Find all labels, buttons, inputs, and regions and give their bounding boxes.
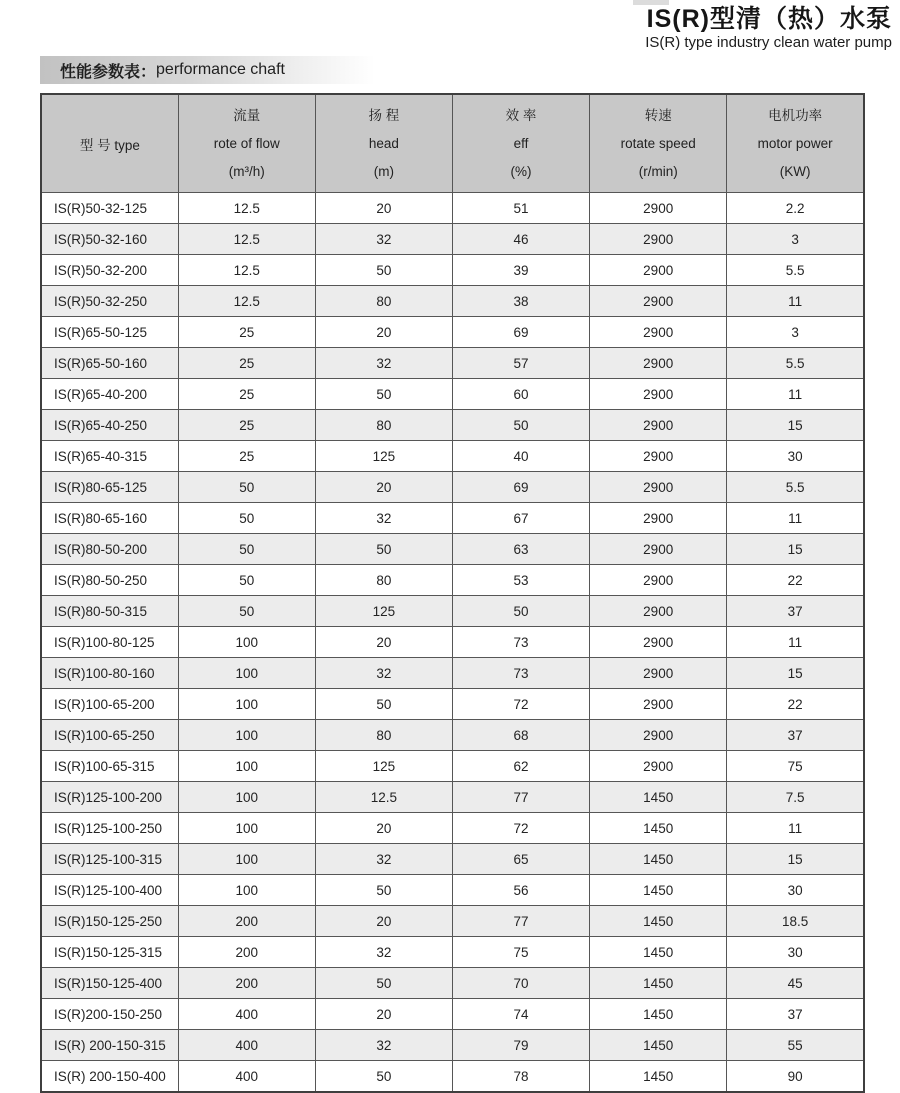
table-body (41, 193, 864, 1093)
table-cell: IS(R)80-50-200 (41, 534, 178, 565)
header-type-label: 型 号 type (79, 137, 140, 153)
table-cell: 2900 (590, 441, 727, 472)
table-cell: 18.5 (727, 906, 864, 937)
table-cell: IS(R)80-65-160 (41, 503, 178, 534)
table-cell: 70 (452, 968, 589, 999)
table-cell: 50 (178, 503, 315, 534)
table-cell: 46 (452, 224, 589, 255)
table-cell: 2900 (590, 255, 727, 286)
table-row (41, 410, 864, 441)
table-cell: 20 (315, 999, 452, 1030)
table-cell: 32 (315, 937, 452, 968)
table-cell: 2900 (590, 720, 727, 751)
table-cell: 55 (727, 1030, 864, 1061)
table-cell: 400 (178, 1061, 315, 1093)
table-cell: 1450 (590, 875, 727, 906)
table-cell: 12.5 (178, 224, 315, 255)
table-row (41, 441, 864, 472)
table-cell: 20 (315, 193, 452, 224)
table-cell: 400 (178, 1030, 315, 1061)
page-title-english: IS(R) type industry clean water pump (645, 34, 892, 51)
header-flow-en: rote of flow (213, 135, 280, 151)
table-row (41, 286, 864, 317)
table-cell: 100 (178, 689, 315, 720)
table-cell: 32 (315, 844, 452, 875)
table-cell: IS(R)150-125-250 (41, 906, 178, 937)
table-cell: 77 (452, 906, 589, 937)
table-cell: 2900 (590, 627, 727, 658)
section-title-english: performance chaft (156, 61, 285, 78)
table-cell: 67 (452, 503, 589, 534)
table-cell: 50 (178, 596, 315, 627)
table-row (41, 844, 864, 875)
table-cell: IS(R)65-40-315 (41, 441, 178, 472)
header-cell-head (315, 94, 452, 193)
table-cell: 75 (727, 751, 864, 782)
table-row (41, 937, 864, 968)
table-cell: 32 (315, 348, 452, 379)
header-eff-cn: 效 率 (505, 107, 537, 123)
header-flow-unit: (m³/h) (228, 163, 265, 179)
table-cell: 2900 (590, 472, 727, 503)
table-cell: 80 (315, 286, 452, 317)
table-cell: 20 (315, 627, 452, 658)
header-cell-power (727, 94, 864, 193)
table-cell: 11 (727, 286, 864, 317)
table-cell: 15 (727, 658, 864, 689)
table-cell: 200 (178, 937, 315, 968)
header-power-unit: (KW) (779, 163, 811, 179)
table-cell: 12.5 (178, 255, 315, 286)
header-flow-cn: 流量 (233, 107, 261, 123)
table-row (41, 720, 864, 751)
table-cell: 53 (452, 565, 589, 596)
header-eff-en: eff (513, 135, 529, 151)
table-cell: 200 (178, 968, 315, 999)
table-cell: 60 (452, 379, 589, 410)
table-cell: 62 (452, 751, 589, 782)
table-row (41, 348, 864, 379)
table-cell: 32 (315, 658, 452, 689)
table-cell: 38 (452, 286, 589, 317)
table-cell: 75 (452, 937, 589, 968)
table-row (41, 472, 864, 503)
table-cell: 15 (727, 534, 864, 565)
table-cell: 74 (452, 999, 589, 1030)
table-cell: 2900 (590, 596, 727, 627)
table-header (41, 94, 864, 193)
table-cell: 50 (178, 534, 315, 565)
table-cell: 20 (315, 906, 452, 937)
table-cell: 2900 (590, 224, 727, 255)
table-row (41, 658, 864, 689)
table-cell: 5.5 (727, 472, 864, 503)
header-speed-cn: 转速 (644, 107, 672, 123)
table-cell: 69 (452, 317, 589, 348)
table-cell: 2900 (590, 534, 727, 565)
table-cell: 100 (178, 813, 315, 844)
table-cell: 1450 (590, 968, 727, 999)
table-cell: 2900 (590, 565, 727, 596)
table-cell: 37 (727, 720, 864, 751)
table-cell: 2900 (590, 751, 727, 782)
table-row (41, 751, 864, 782)
table-cell: IS(R)200-150-250 (41, 999, 178, 1030)
table-cell: 7.5 (727, 782, 864, 813)
table-cell: IS(R)65-50-160 (41, 348, 178, 379)
page-header (645, 4, 892, 52)
table-cell: 100 (178, 720, 315, 751)
table-cell: IS(R)65-50-125 (41, 317, 178, 348)
table-row (41, 255, 864, 286)
section-title-bar (40, 56, 375, 84)
table-cell: 30 (727, 937, 864, 968)
table-header-row (41, 94, 864, 193)
table-cell: 2900 (590, 689, 727, 720)
section-title-chinese: 性能参数表： (60, 63, 157, 81)
table-cell: 100 (178, 875, 315, 906)
table-cell: 11 (727, 627, 864, 658)
table-row (41, 224, 864, 255)
table-cell: IS(R)100-65-250 (41, 720, 178, 751)
header-speed-en: rotate speed (620, 135, 696, 151)
table-cell: 32 (315, 503, 452, 534)
table-cell: 50 (178, 472, 315, 503)
table-cell: 22 (727, 565, 864, 596)
table-cell: 2900 (590, 286, 727, 317)
header-cell-speed (590, 94, 727, 193)
table-cell: 1450 (590, 1030, 727, 1061)
performance-parameters-table (40, 93, 865, 1093)
table-row (41, 782, 864, 813)
table-cell: 79 (452, 1030, 589, 1061)
table-cell: 125 (315, 751, 452, 782)
table-row (41, 968, 864, 999)
table-cell: IS(R) 200-150-400 (41, 1061, 178, 1093)
table-cell: IS(R)150-125-315 (41, 937, 178, 968)
table-cell: 20 (315, 317, 452, 348)
table-cell: 1450 (590, 813, 727, 844)
table-cell: 50 (315, 379, 452, 410)
header-head-cn: 扬 程 (368, 107, 400, 123)
table-cell: 2900 (590, 503, 727, 534)
table-cell: 73 (452, 658, 589, 689)
table-row (41, 317, 864, 348)
table-cell: 1450 (590, 999, 727, 1030)
table-cell: 12.5 (178, 193, 315, 224)
table-cell: 2900 (590, 379, 727, 410)
table-cell: 2900 (590, 348, 727, 379)
table-row (41, 906, 864, 937)
table-cell: 5.5 (727, 255, 864, 286)
table-cell: 50 (452, 596, 589, 627)
table-cell: 72 (452, 813, 589, 844)
table-cell: 125 (315, 596, 452, 627)
table-cell: IS(R)50-32-125 (41, 193, 178, 224)
header-head-en: head (368, 135, 399, 151)
table-cell: IS(R)150-125-400 (41, 968, 178, 999)
table-row (41, 1030, 864, 1061)
table-cell: 37 (727, 596, 864, 627)
table-cell: IS(R)50-32-200 (41, 255, 178, 286)
table-cell: 2900 (590, 317, 727, 348)
table-cell: 1450 (590, 782, 727, 813)
table-row (41, 999, 864, 1030)
table-cell: 25 (178, 379, 315, 410)
table-cell: 1450 (590, 1061, 727, 1093)
table-cell: 72 (452, 689, 589, 720)
table-row (41, 565, 864, 596)
table-cell: 1450 (590, 906, 727, 937)
table-cell: 3 (727, 317, 864, 348)
table-row (41, 379, 864, 410)
table-cell: IS(R)125-100-400 (41, 875, 178, 906)
table-row (41, 627, 864, 658)
table-row (41, 875, 864, 906)
table-cell: IS(R)125-100-315 (41, 844, 178, 875)
table-cell: 15 (727, 410, 864, 441)
table-cell: 100 (178, 844, 315, 875)
table-cell: 68 (452, 720, 589, 751)
table-cell: 37 (727, 999, 864, 1030)
table-cell: 125 (315, 441, 452, 472)
table-cell: 30 (727, 875, 864, 906)
table-cell: 11 (727, 379, 864, 410)
table-cell: IS(R)100-65-200 (41, 689, 178, 720)
table-cell: IS(R)65-40-200 (41, 379, 178, 410)
table-cell: 51 (452, 193, 589, 224)
table-cell: IS(R) 200-150-315 (41, 1030, 178, 1061)
table-cell: 50 (315, 255, 452, 286)
table-cell: 2.2 (727, 193, 864, 224)
table-cell: 11 (727, 503, 864, 534)
header-speed-unit: (r/min) (638, 163, 678, 179)
table-cell: 63 (452, 534, 589, 565)
header-eff-unit: (%) (510, 163, 532, 179)
table-cell: 2900 (590, 193, 727, 224)
table-cell: 30 (727, 441, 864, 472)
table-cell: IS(R)80-65-125 (41, 472, 178, 503)
table-cell: IS(R)100-80-125 (41, 627, 178, 658)
table-row (41, 193, 864, 224)
table-row (41, 813, 864, 844)
table-cell: 73 (452, 627, 589, 658)
header-power-en: motor power (757, 135, 833, 151)
table-cell: 25 (178, 441, 315, 472)
table-cell: 25 (178, 317, 315, 348)
table-cell: 22 (727, 689, 864, 720)
page-title-chinese: IS(R)型清（热）水泵 (646, 5, 892, 33)
table-cell: 400 (178, 999, 315, 1030)
table-cell: 78 (452, 1061, 589, 1093)
table-cell: 40 (452, 441, 589, 472)
table-cell: 80 (315, 410, 452, 441)
table-cell: 2900 (590, 410, 727, 441)
table-cell: 5.5 (727, 348, 864, 379)
table-row (41, 1061, 864, 1093)
table-cell: 1450 (590, 937, 727, 968)
table-cell: 45 (727, 968, 864, 999)
table-cell: 32 (315, 1030, 452, 1061)
table-cell: 56 (452, 875, 589, 906)
table-cell: 100 (178, 658, 315, 689)
table-cell: IS(R)100-65-315 (41, 751, 178, 782)
table-cell: 2900 (590, 658, 727, 689)
table-cell: 32 (315, 224, 452, 255)
table-cell: 3 (727, 224, 864, 255)
table-cell: 20 (315, 472, 452, 503)
table-cell: 200 (178, 906, 315, 937)
table-cell: 100 (178, 627, 315, 658)
table-row (41, 534, 864, 565)
table-cell: 25 (178, 410, 315, 441)
table-cell: 65 (452, 844, 589, 875)
table-row (41, 503, 864, 534)
header-power-cn: 电机功率 (768, 107, 823, 123)
table-cell: 80 (315, 720, 452, 751)
table-cell: 80 (315, 565, 452, 596)
table-cell: 12.5 (178, 286, 315, 317)
table-cell: 15 (727, 844, 864, 875)
table-cell: 50 (178, 565, 315, 596)
table-cell: 11 (727, 813, 864, 844)
table-cell: IS(R)50-32-250 (41, 286, 178, 317)
table-cell: IS(R)50-32-160 (41, 224, 178, 255)
header-cell-type (41, 94, 178, 193)
table-cell: 20 (315, 813, 452, 844)
table-cell: 100 (178, 782, 315, 813)
table-cell: IS(R)80-50-315 (41, 596, 178, 627)
header-cell-eff (452, 94, 589, 193)
table-cell: 100 (178, 751, 315, 782)
table-cell: 50 (315, 875, 452, 906)
table-row (41, 596, 864, 627)
table-cell: 50 (452, 410, 589, 441)
header-cell-flow (178, 94, 315, 193)
table-cell: IS(R)125-100-200 (41, 782, 178, 813)
table-cell: IS(R)80-50-250 (41, 565, 178, 596)
table-cell: IS(R)125-100-250 (41, 813, 178, 844)
header-head-unit: (m) (373, 163, 395, 179)
performance-table (40, 93, 865, 1093)
table-cell: 69 (452, 472, 589, 503)
table-cell: IS(R)65-40-250 (41, 410, 178, 441)
table-cell: 50 (315, 689, 452, 720)
table-cell: IS(R)100-80-160 (41, 658, 178, 689)
table-cell: 90 (727, 1061, 864, 1093)
table-cell: 50 (315, 534, 452, 565)
table-cell: 12.5 (315, 782, 452, 813)
table-cell: 39 (452, 255, 589, 286)
table-cell: 50 (315, 968, 452, 999)
table-cell: 57 (452, 348, 589, 379)
table-cell: 25 (178, 348, 315, 379)
table-cell: 77 (452, 782, 589, 813)
table-cell: 50 (315, 1061, 452, 1093)
table-cell: 1450 (590, 844, 727, 875)
table-row (41, 689, 864, 720)
